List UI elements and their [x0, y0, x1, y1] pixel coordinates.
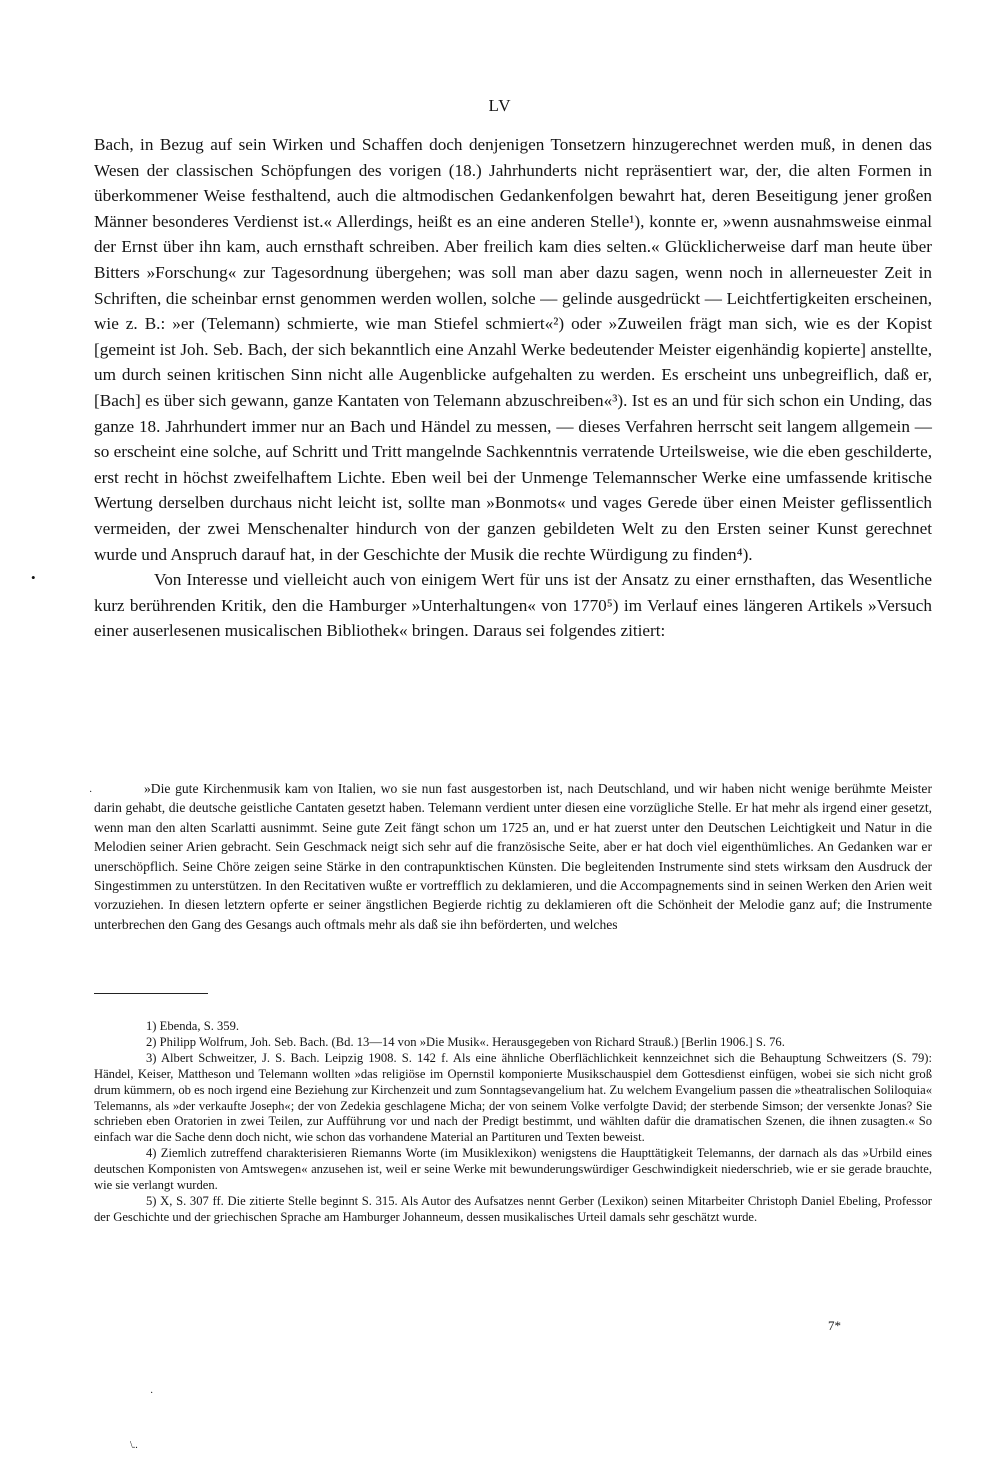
stray-dots: \..: [130, 1440, 138, 1451]
footnotes: [94, 1019, 932, 1226]
footnote: 1) Ebenda, S. 359.: [146, 1019, 240, 1033]
paragraph: Bach, in Bezug auf sein Wirken und Schaffen doch denjenigen Tonsetzern hinzugerechnet werden muß, in denen das Wesen der classischen Schöpfungen des vorigen (18.) Jahrhunderts nicht repräsentiert war, der, die alten Formen in überkommener Weise festhaltend, auch die altmodischen Gedankenfolgen bewahrt hat, deren Beseitigung jener großen Männer besonderes Verdienst ist.« Allerdings, heißt es an eine anderen Stelle¹), konnte er, »wenn ausnahmsweise einmal der Ernst über ihn kam, auch ernsthaft schreiben. Aber freilich kam dies selten.« Glücklicherweise darf man heute über Bitters »Forschung« zur Tagesordnung übergehen; was soll man aber dazu sagen, wenn noch in allerneuester Zeit in Schriften, die scheinbar ernst genommen werden wollen, solche — gelinde ausgedrückt — Leichtfertigkeiten erscheinen, wie z. B.: »er (Telemann) schmierte, wie man Stiefel schmiert«²) oder »Zuweilen frägt man sich, wie es der Kopist [gemeint ist Joh. Seb. Bach, der sich bekanntlich eine Anzahl Werke bedeutender Meister eigenhändig kopierte] anstellte, um durch seinen kritischen Sinn nicht alle Augenblicke aufgehalten zu werden. Es erscheint uns unbegreiflich, daß er, [Bach] es über sich gewann, ganze Kantaten von Telemann abzuschreiben«³). Ist es an und für sich schon ein Unding, das ganze 18. Jahrhundert immer nur an Bach und Händel zu messen, — dieses Verfahren herrscht seit langem allgemein — so erscheint eine solche, auf Schritt und Tritt mangelnde Sachkenntnis verratende Urteilsweise, wie die eben geschilderte, erst recht in höchst zweifelhaftem Lichte. Eben weil bei der Unmenge Telemannscher Werke eine umfassende kritische Wertung derselben durchaus nicht leicht ist, sollte man »Bonmots« und vages Gerede über einen Meister geflissentlich vermeiden, der zwei Menschenalter hindurch von der ganzen gebildeten Welt zu den Ersten seiner Kunst gerechnet wurde und Anspruch darauf hat, in der Geschichte der Musik die rechte Würdigung zu finden⁴).: [94, 135, 932, 564]
block-quote: [94, 779, 932, 934]
footnote: 4) Ziemlich zutreffend charakterisieren Riemanns Worte (im Musiklexikon) wenigstens die Haupttätigkeit Telemanns, der darnach als das »Urbild eines deutschen Komponisten von Amtswegen« anzusehen ist, weil er seine Werke mit bewunderungswürdiger Geschwindigkeit niederschrieb, wie er sie gerade brauchte, wie sie verlangt wurden.: [94, 1146, 932, 1193]
quote-text: »Die gute Kirchenmusik kam von Italien, wo sie nun fast ausgestorben ist, nach Deutschland, und wir haben nicht wenige berühmte Meister darin gehabt, die deutsche geistliche Cantaten gesetzt haben. Telemann verdient unter diesen eine vorzügliche Stelle. Er hat mehr als irgend einer gesetzt, wenn man den alten Scarlatti ausnimmt. Seine gute Zeit fängt schon um 1725 an, und er hat zuerst unter den Deutschen Leichtigkeit und Natur in die Melodien seiner Arien gebracht. Sein Geschmack neigt sich sehr auf die französische Seite, aber er hat doch viel eigenthümliches. An Gedanken war er unerschöpflich. Seine Chöre zeigen seine Stärke in den contrapunktischen Künsten. Die begleitenden Instrumente sind stets wirksam den Ausdruck der Singestimmen zu unterstützen. In den Recitativen wußte er vortrefflich zu deklamieren, und die Accompagnements sind in seinen Werken den Arien weit vorzuziehen. In diesen letztern opferte er seiner ängstlichen Begierde richtig zu deklamieren oft die Schönheit der Melodie ganz auf; die Instrumente unterbrechen den Gang des Gesangs auch oftmals mehr als daß sie ihn beförderten, und welches: [94, 781, 932, 932]
footnote: 5) X, S. 307 ff. Die zitierte Stelle beginnt S. 315. Als Autor des Aufsatzes nennt Gerber (Lexikon) seinen Mitarbeiter Christoph Daniel Ebeling, Professor der Geschichte und der griechischen Sprache am Hamburger Johanneum, dessen musikalisches Urteil damals sehr geschätzt wurde.: [94, 1193, 932, 1224]
main-text: [94, 132, 932, 644]
page-number: LV: [488, 96, 512, 115]
stray-dot: ·: [150, 1388, 154, 1399]
footnote: 3) Albert Schweitzer, J. S. Bach. Leipzig 1908. S. 142 f. Als eine ähnliche Oberflächlichkeit kennzeichnet sich die Behauptung Schweitzers (S. 79): Händel, Keiser, Mattheson und Telemann wollten »das religiöse im Opernstil komponierte Musikschauspiel dem Gottesdienst einfügen, wobei sie sich nicht groß drum kümmern, ob es noch irgend eine Beziehung zur Kirchenzeit und zum Sonntagsevangelium hat. Zu welchem Evangelium passen die »theatralischen Soliloquia« Telemanns, als »der verkaufte Joseph«; der von Zedekia geschlagene Micha; der von seinem Volke verfolgte David; der sterbende Simson; der versenkte Jonas? Sie schrieben eben Oratorien in zwei Teilen, zur Aufführung vor und nach der Predigt bestimmt, und wählten dafür die dramatischen Szenen, die ihnen zusagten.« So einfach war die Sache denn doch nicht, wie schon das vorhandene Material an Partituren und Texten beweist.: [94, 1050, 932, 1145]
footnote: 2) Philipp Wolfrum, Joh. Seb. Bach. (Bd. 13—14 von »Die Musik«. Herausgegeben von Richard Strauß.) [Berlin 1906.] S. 76.: [146, 1034, 785, 1049]
margin-dot: ·: [89, 787, 93, 798]
footnote-separator: [94, 993, 208, 994]
margin-dot: •: [31, 570, 36, 585]
paragraph: Von Interesse und vielleicht auch von einigem Wert für uns ist der Ansatz zu einer ernsthaften, das Wesentliche kurz berührenden Kritik, den die Hamburger »Unterhaltungen« von 1770⁵) im Verlauf eines längeren Artikels »Versuch einer auserlesenen musicalischen Bibliothek« bringen. Daraus sei folgendes zitiert:: [94, 570, 932, 641]
signature-mark: 7*: [828, 1318, 841, 1333]
